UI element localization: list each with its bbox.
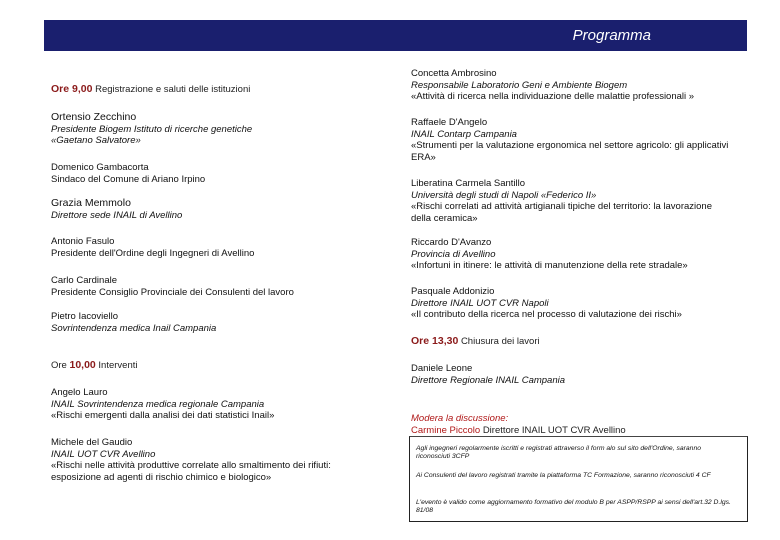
greeting-0 [51, 112, 351, 147]
speaker-name: Antonio Fasulo [51, 236, 115, 247]
page-title: Programma [572, 27, 651, 44]
moderator-label: Modera la discussione: [411, 413, 509, 424]
speaker-role-extra: «Gaetano Salvatore» [51, 135, 141, 146]
closing-session [411, 336, 540, 348]
speaker-name: Grazia Memmolo [51, 197, 131, 209]
opening-time: Ore 9,00 [51, 83, 93, 95]
speaker-talk: «Rischi correlati ad attività artigianali tipiche del territorio: la lavorazione della ceramica» [411, 201, 712, 224]
speaker-name: Riccardo D'Avanzo [411, 237, 492, 248]
closing-time: Ore 13,30 [411, 335, 459, 347]
speaker-name: Ortensio Zecchino [51, 111, 137, 123]
note-aspp-rspp: L'evento è valido come aggiornamento formativo del modulo B per ASPP/RSPP ai sensi dell'art.32 D.lgs. 81/08 [416, 499, 731, 514]
speaker-name: Pietro Iacoviello [51, 311, 119, 322]
interventions-prefix: Ore [51, 360, 67, 371]
speaker-talk: «Rischi nelle attività produttive correlate allo smaltimento dei rifiuti: esposizione ad agenti di rischio chimico e biologico» [51, 460, 331, 483]
greeting-4 [51, 275, 351, 298]
greeting-2 [51, 198, 351, 221]
speaker-role: Direttore Regionale INAIL Campania [411, 374, 566, 386]
closing-speaker [411, 363, 731, 386]
greeting-5 [51, 311, 351, 334]
speaker-role: Presidente Biogem Istituto di ricerche genetiche [51, 123, 253, 135]
left-speaker-1 [51, 437, 346, 483]
right-speaker-3 [411, 237, 741, 272]
speaker-name: Michele del Gaudio [51, 437, 133, 448]
opening-text: Registrazione e saluti delle istituzioni [95, 84, 251, 95]
speaker-name: Liberatina Carmela Santillo [411, 178, 526, 189]
moderator-role: Direttore INAIL UOT CVR Avellino [482, 424, 626, 436]
speaker-role: Presidente Consiglio Provinciale dei Consulenti del lavoro [51, 286, 294, 298]
speaker-name: Angelo Lauro [51, 387, 108, 398]
speaker-role: Sindaco del Comune di Ariano Irpino [51, 173, 206, 185]
speaker-role: Direttore sede INAIL di Avellino [51, 209, 183, 221]
speaker-name: Concetta Ambrosino [411, 68, 497, 79]
note-consultants: Ai Consulenti del lavoro registrati tramite la piattaforma TC Formazione, saranno riconosciuti 4 CF [416, 472, 711, 479]
header-bar [44, 20, 747, 51]
speaker-role: Responsabile Laboratorio Geni e Ambiente Biogem [411, 79, 628, 91]
speaker-role: Presidente dell'Ordine degli Ingegneri di Avellino [51, 247, 255, 259]
note-engineers: Agli ingegneri regolarmente iscritti e registrati attraverso il form alo sul sito dell'Ordine, saranno riconosciuti 3CFP [416, 445, 702, 460]
closing-text: Chiusura dei lavori [460, 336, 540, 347]
speaker-role: Direttore INAIL UOT CVR Napoli [411, 297, 549, 309]
speaker-talk: «Strumenti per la valutazione ergonomica nel settore agricolo: gli applicativi ERA» [411, 140, 729, 163]
speaker-name: Carlo Cardinale [51, 275, 118, 286]
speaker-role: INAIL UOT CVR Avellino [51, 448, 156, 460]
speaker-role: Università degli studi di Napoli «Federico II» [411, 189, 597, 201]
right-speaker-0 [411, 68, 741, 103]
moderator-name: Carmine Piccolo [411, 424, 481, 436]
speaker-talk: «Rischi emergenti dalla analisi dei dati statistici Inail» [51, 410, 275, 421]
credits-notes-box [409, 436, 748, 522]
speaker-talk: «Infortuni in itinere: le attività di manutenzione della rete stradale» [411, 260, 688, 271]
speaker-role: INAIL Sovrintendenza medica regionale Campania [51, 398, 265, 410]
speaker-talk: «Il contributo della ricerca nel processo di valutazione dei rischi» [411, 309, 682, 320]
right-speaker-4 [411, 286, 741, 321]
speaker-role: INAIL Contarp Campania [411, 128, 517, 140]
speaker-talk: «Attività di ricerca nella individuazione delle malattie professionali » [411, 91, 695, 102]
speaker-name: Domenico Gambacorta [51, 162, 149, 173]
greeting-1 [51, 162, 351, 185]
speaker-name: Raffaele D'Angelo [411, 117, 488, 128]
speaker-name: Daniele Leone [411, 363, 473, 374]
right-speaker-2 [411, 178, 731, 224]
right-speaker-1 [411, 117, 731, 163]
greeting-3 [51, 236, 351, 259]
opening-session [51, 84, 250, 96]
speaker-role: Sovrintendenza medica Inail Campania [51, 322, 217, 334]
interventions-text: Interventi [98, 360, 138, 371]
speaker-role: Provincia di Avellino [411, 248, 496, 260]
left-speaker-0 [51, 387, 351, 422]
interventions-session [51, 360, 137, 372]
speaker-name: Pasquale Addonizio [411, 286, 495, 297]
moderator [411, 413, 741, 436]
interventions-time: 10,00 [69, 359, 96, 371]
